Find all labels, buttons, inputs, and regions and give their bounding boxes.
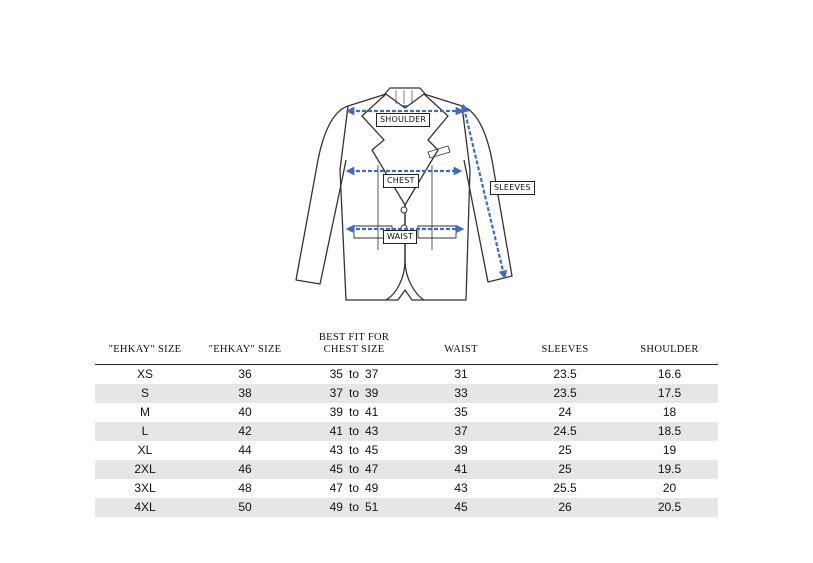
ehkay-size-cell: 50 (195, 498, 295, 517)
chest-from: 43 (329, 443, 343, 457)
header-waist: WAIST (413, 328, 509, 365)
size-cell: L (95, 422, 195, 441)
sleeves-cell: 25.5 (553, 481, 577, 495)
button-icon (401, 207, 407, 213)
waist-cell: 41 (413, 460, 509, 479)
table-row (95, 498, 718, 517)
range-connector: to (348, 481, 359, 495)
sleeves-cell: 26 (509, 498, 621, 517)
ehkay-size-cell: 44 (238, 443, 252, 457)
range-connector: to (348, 386, 359, 400)
table-row (95, 365, 718, 385)
table-row (95, 441, 718, 460)
header-best-fit-chest (295, 328, 413, 365)
chest-range-cell (295, 441, 413, 460)
shoulder-label: SHOULDER (376, 113, 430, 127)
sleeves-cell: 24.5 (509, 422, 621, 441)
chest-to: 37 (365, 367, 379, 381)
sleeves-label: SLEEVES (490, 181, 535, 195)
ehkay-size-cell: 38 (195, 384, 295, 403)
chest-from: 45 (329, 462, 343, 476)
chest-from: 37 (329, 386, 343, 400)
waist-cell: 45 (413, 498, 509, 517)
chest-to: 51 (365, 500, 379, 514)
sleeves-cell: 23.5 (553, 367, 577, 381)
header-best-fit-line1: BEST FIT FOR (318, 332, 390, 343)
chest-to: 45 (365, 443, 379, 457)
waist-cell: 37 (413, 422, 509, 441)
chest-to: 49 (365, 481, 379, 495)
chest-range-cell (295, 422, 413, 441)
chest-range-cell (295, 403, 413, 422)
table-row (95, 422, 718, 441)
shoulder-cell: 20.5 (621, 498, 718, 517)
ehkay-size-cell: 48 (238, 481, 252, 495)
shoulder-cell: 20 (662, 481, 677, 495)
header-size: "EHKAY" SIZE (95, 328, 195, 365)
chest-range-cell (295, 460, 413, 479)
shoulder-cell: 19 (662, 443, 677, 457)
chest-range-cell (295, 498, 413, 517)
ehkay-size-cell: 36 (238, 367, 252, 381)
waist-cell: 35 (454, 405, 468, 419)
range-connector: to (348, 500, 359, 514)
sleeves-cell: 25 (509, 460, 621, 479)
table-row (95, 460, 718, 479)
waist-cell: 33 (413, 384, 509, 403)
sleeves-cell: 23.5 (509, 384, 621, 403)
sleeves-cell: 25 (558, 443, 572, 457)
size-cell: 2XL (95, 460, 195, 479)
ehkay-size-cell: 42 (195, 422, 295, 441)
chest-from: 39 (329, 405, 343, 419)
chest-range-cell (295, 384, 413, 403)
chest-to: 41 (365, 405, 379, 419)
chest-to: 47 (365, 462, 379, 476)
header-best-fit-line2: CHEST SIZE (323, 344, 385, 355)
waist-label: WAIST (383, 230, 417, 244)
chest-from: 41 (329, 424, 343, 438)
waist-cell: 43 (454, 481, 468, 495)
table-row (95, 403, 718, 422)
waist-cell: 39 (454, 443, 468, 457)
header-sleeves: SLEEVES (509, 328, 621, 365)
chest-from: 49 (329, 500, 343, 514)
shoulder-cell: 17.5 (621, 384, 718, 403)
size-cell: XS (136, 367, 153, 381)
chest-label: CHEST (383, 174, 419, 188)
size-cell: 3XL (134, 481, 156, 495)
size-cell: M (140, 405, 150, 419)
chest-from: 35 (329, 367, 343, 381)
chest-from: 47 (329, 481, 343, 495)
table-row (95, 479, 718, 498)
size-chart-table (95, 328, 718, 517)
shoulder-cell: 18.5 (621, 422, 718, 441)
range-connector: to (348, 367, 359, 381)
range-connector: to (348, 443, 359, 457)
range-connector: to (348, 462, 359, 476)
ehkay-size-cell: 40 (238, 405, 252, 419)
chest-range-cell (295, 479, 413, 498)
size-cell: 4XL (95, 498, 195, 517)
table-row (95, 384, 718, 403)
chest-to: 39 (365, 386, 379, 400)
size-cell: XL (137, 443, 153, 457)
header-shoulder: SHOULDER (621, 328, 718, 365)
header-ehkay-size: "EHKAY" SIZE (195, 328, 295, 365)
chest-to: 43 (365, 424, 379, 438)
table-header-row (95, 328, 718, 365)
shoulder-cell: 16.6 (657, 367, 682, 381)
range-connector: to (348, 405, 359, 419)
waist-cell: 31 (454, 367, 468, 381)
shoulder-cell: 19.5 (621, 460, 718, 479)
sleeves-cell: 24 (558, 405, 572, 419)
chest-range-cell (295, 365, 413, 385)
shoulder-cell: 18 (662, 405, 677, 419)
range-connector: to (348, 424, 359, 438)
size-cell: S (95, 384, 195, 403)
ehkay-size-cell: 46 (195, 460, 295, 479)
